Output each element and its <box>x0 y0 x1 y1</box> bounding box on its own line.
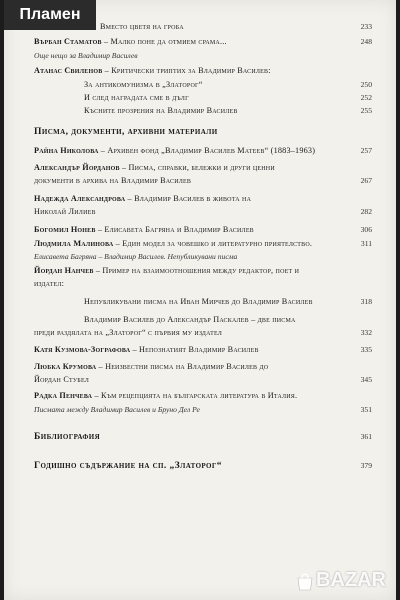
toc-note: Писмата между Владимир Василев и Бруно Дел Ре <box>34 405 200 414</box>
toc-title: – Владимир Василев в живота на <box>125 194 252 203</box>
toc-note: Още нещо за Владимир Василев <box>34 51 138 60</box>
logo-text: BAZAR <box>316 569 386 591</box>
page-number: 332 <box>360 328 372 337</box>
page-number: 250 <box>360 80 372 89</box>
page-number: 233 <box>360 22 372 31</box>
toc-title: – Малко поне да отмием срама... <box>101 37 227 46</box>
page-number: 306 <box>360 225 372 234</box>
toc-title: издател: <box>34 279 65 288</box>
toc-author: Катя Кузмова-Зографова <box>34 345 131 354</box>
toc-title: Николай Лилиев <box>34 207 96 216</box>
toc-title: Йордан Стубел <box>34 375 90 384</box>
bag-icon <box>294 570 316 592</box>
toc-author: Райна Николова <box>34 146 99 155</box>
toc-title: Късните прозрения на Владимир Василев <box>84 106 238 115</box>
toc-author: Любка Крумова <box>34 362 97 371</box>
section-heading: Годишно съдържание на сп. „Златорог“ <box>34 460 222 471</box>
toc-title: – Непознатият Владимир Василев <box>130 345 259 354</box>
page-number: 311 <box>360 239 372 248</box>
toc-note: Елисавета Багряна – Владимир Василев. Непубликувани писма <box>34 252 238 261</box>
toc-title: – Един модел за човешко и литературно приятелство. <box>113 239 313 248</box>
toc-title: – Архивен фонд „Владимир Василев Матеев“ (1883–1963) <box>98 146 316 155</box>
toc-author: Богомил Нонев <box>34 225 96 234</box>
toc-title: Непубликувани писма на Иван Мирчев до Владимир Василев <box>84 297 313 306</box>
page-number: 379 <box>360 461 372 470</box>
toc-author: Надежда Александрова <box>34 194 126 203</box>
toc-author: Атанас Свиленов <box>34 66 103 75</box>
toc-author: Йордан Нанчев <box>34 266 94 275</box>
book-page <box>4 0 396 600</box>
page-number: 318 <box>360 297 372 306</box>
page-number: 252 <box>360 93 372 102</box>
toc-author: Александър Йорданов <box>34 163 120 172</box>
toc-title: За антикомунизма в „Златорог“ <box>84 80 203 89</box>
page-number: 282 <box>360 207 372 216</box>
toc-title: документи в архива на Владимир Василев <box>34 176 192 185</box>
toc-author: Радка Пенчева <box>34 391 93 400</box>
watermark-label: Пламен <box>4 0 96 30</box>
toc-author: Людмила Малинова <box>34 239 114 248</box>
page-number: 255 <box>360 106 372 115</box>
toc-title: – Критически триптих за Владимир Василев: <box>102 66 271 75</box>
bazar-logo <box>294 566 390 594</box>
toc-title: – Писма, справки, бележки и други ценни <box>119 163 275 172</box>
toc-title: – Елисавета Багряна и Владимир Василев <box>95 225 254 234</box>
toc-title: преди раздялата на „Златорог“ с първия му издател <box>34 328 223 337</box>
section-heading: Библиография <box>34 431 101 442</box>
page-number: 361 <box>360 432 372 441</box>
toc-title: Владимир Василев до Александър Паскалев – две писма <box>84 315 296 324</box>
toc-title: Вместо цветя на гроба <box>100 22 184 31</box>
toc-author: Върбан Стаматов <box>34 37 102 46</box>
page-number: 267 <box>360 176 372 185</box>
toc-title: – Неизвестни писма на Владимир Василев до <box>96 362 269 371</box>
page-number: 351 <box>360 405 372 414</box>
toc-title: – Към рецепцията на българската литература в Италия. <box>92 391 298 400</box>
toc-title: – Пример на взаимоотношения между редактор, поет и <box>93 266 300 275</box>
section-heading: Писма, документи, архивни материали <box>34 126 218 137</box>
page-number: 335 <box>360 345 372 354</box>
page-number: 257 <box>360 146 372 155</box>
page-number: 248 <box>360 37 372 46</box>
toc-title: И след наградата сме в дълг <box>84 93 189 102</box>
page-number: 345 <box>360 375 372 384</box>
